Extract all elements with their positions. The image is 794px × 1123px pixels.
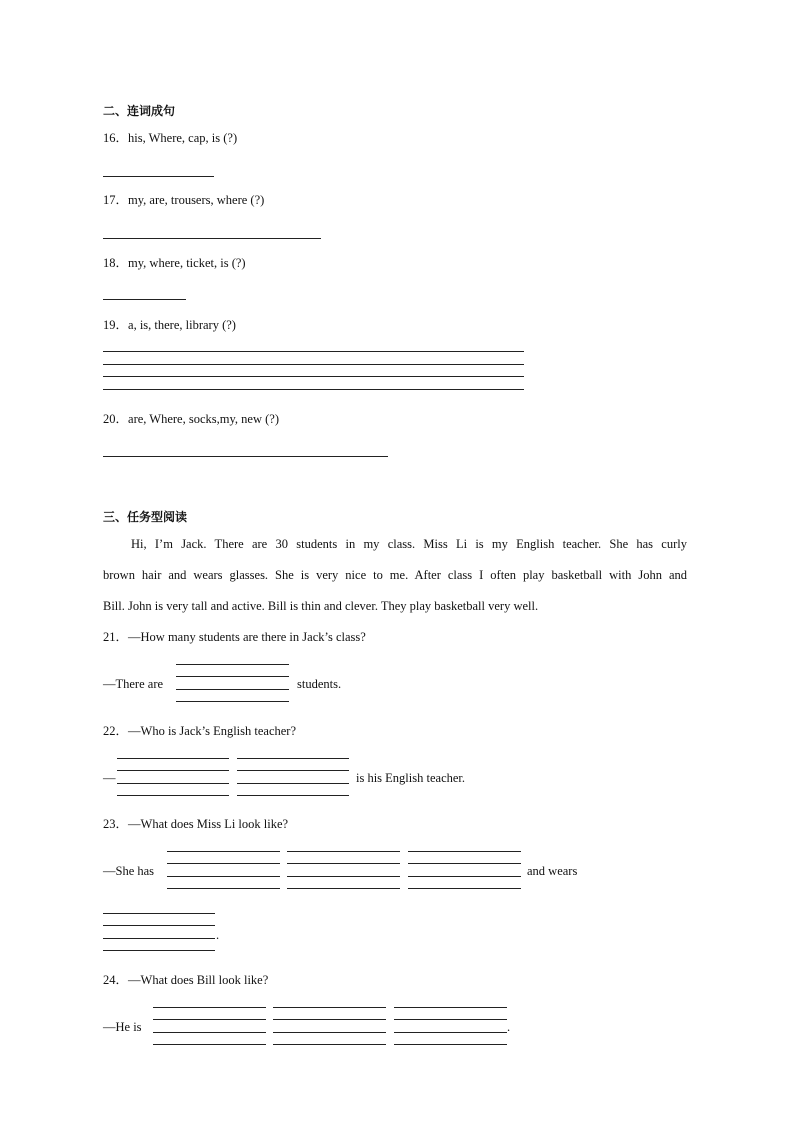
- question-words: a, is, there, library (?): [128, 318, 236, 332]
- passage-line-2: [103, 569, 687, 582]
- answer-line-18[interactable]: [103, 299, 186, 300]
- blank-24c-line-1[interactable]: [394, 1007, 507, 1008]
- blank-24b-line-4[interactable]: [273, 1044, 386, 1045]
- blank-23b-line-4[interactable]: [287, 888, 400, 889]
- blank-24a-line-3[interactable]: [153, 1032, 266, 1033]
- answer-line-20[interactable]: [103, 456, 388, 457]
- question-17: [103, 194, 264, 207]
- answer-line-19c[interactable]: [103, 376, 524, 377]
- question-number: 21．: [103, 630, 129, 644]
- blank-22a-line-4[interactable]: [117, 795, 229, 796]
- blank-24b-line-1[interactable]: [273, 1007, 386, 1008]
- blank-24c-line-2[interactable]: [394, 1019, 507, 1020]
- question-21: [103, 631, 366, 644]
- blank-23a-line-1[interactable]: [167, 851, 280, 852]
- question-words: his, Where, cap, is (?): [128, 131, 238, 145]
- blank-24a-line-2[interactable]: [153, 1019, 266, 1020]
- answer-end-24: .: [507, 1020, 511, 1034]
- answer-suffix-22: is his English teacher.: [356, 771, 466, 785]
- blank-21-line-3[interactable]: [176, 689, 289, 690]
- blank-23c-line-1[interactable]: [408, 851, 521, 852]
- question-18: [103, 257, 246, 270]
- answer-prefix-23: —She has: [103, 864, 155, 878]
- answer-line-16[interactable]: [103, 176, 214, 177]
- question-words: my, where, ticket, is (?): [128, 256, 246, 270]
- answer-prefix-24: —He is: [103, 1020, 142, 1034]
- blank-21-line-4[interactable]: [176, 701, 289, 702]
- blank-23c-line-4[interactable]: [408, 888, 521, 889]
- blank-23a-line-3[interactable]: [167, 876, 280, 877]
- answer-prefix-22: —: [103, 771, 116, 785]
- blank-23d-line-4[interactable]: [103, 950, 215, 951]
- answer-line-17[interactable]: [103, 238, 321, 239]
- blank-24b-line-2[interactable]: [273, 1019, 386, 1020]
- answer-suffix-21: students.: [297, 677, 342, 691]
- blank-23a-line-2[interactable]: [167, 863, 280, 864]
- blank-23d-line-2[interactable]: [103, 925, 215, 926]
- question-19: [103, 319, 236, 332]
- passage-text-2: brown hair and wears glasses. She is very nice to me. After class I often play basketball with John and: [103, 568, 687, 582]
- blank-23b-line-2[interactable]: [287, 863, 400, 864]
- blank-22b-line-2[interactable]: [237, 770, 349, 771]
- passage-text-3: Bill. John is very tall and active. Bill is thin and clever. They play basketball very well.: [103, 599, 539, 613]
- question-words: are, Where, socks,my, new (?): [128, 412, 279, 426]
- question-number: 20．: [103, 412, 129, 426]
- answer-line-19d[interactable]: [103, 389, 524, 390]
- passage-line-1: [131, 538, 687, 551]
- question-24: [103, 974, 268, 987]
- blank-22b-line-4[interactable]: [237, 795, 349, 796]
- question-number: 24．: [103, 973, 129, 987]
- question-number: 19．: [103, 318, 129, 332]
- blank-24c-line-3[interactable]: [394, 1032, 507, 1033]
- question-text: —Who is Jack’s English teacher?: [128, 724, 297, 738]
- question-text: —How many students are there in Jack’s class?: [128, 630, 366, 644]
- blank-24a-line-4[interactable]: [153, 1044, 266, 1045]
- question-22: [103, 725, 296, 738]
- blank-24c-line-4[interactable]: [394, 1044, 507, 1045]
- blank-22b-line-1[interactable]: [237, 758, 349, 759]
- blank-22b-line-3[interactable]: [237, 783, 349, 784]
- question-number: 22．: [103, 724, 129, 738]
- question-words: my, are, trousers, where (?): [128, 193, 265, 207]
- section-heading-word-order: 二、连词成句: [103, 104, 176, 118]
- blank-23a-line-4[interactable]: [167, 888, 280, 889]
- blank-22a-line-3[interactable]: [117, 783, 229, 784]
- answer-suffix-23: and wears: [527, 864, 578, 878]
- blank-23c-line-3[interactable]: [408, 876, 521, 877]
- question-number: 18．: [103, 256, 129, 270]
- answer-line-19a[interactable]: [103, 351, 524, 352]
- question-text: —What does Bill look like?: [128, 973, 269, 987]
- blank-22a-line-1[interactable]: [117, 758, 229, 759]
- question-23: [103, 818, 288, 831]
- answer-end-23: .: [216, 928, 220, 942]
- blank-23d-line-3[interactable]: [103, 938, 215, 939]
- answer-prefix-21: —There are: [103, 677, 164, 691]
- question-16: [103, 132, 237, 145]
- question-20: [103, 413, 279, 426]
- question-number: 16．: [103, 131, 129, 145]
- section-heading-task-reading: 三、任务型阅读: [103, 510, 188, 524]
- blank-24a-line-1[interactable]: [153, 1007, 266, 1008]
- question-text: —What does Miss Li look like?: [128, 817, 289, 831]
- passage-text-1: Hi, I’m Jack. There are 30 students in my class. Miss Li is my English teacher. She has curly: [131, 537, 687, 551]
- blank-21-line-2[interactable]: [176, 676, 289, 677]
- question-number: 17．: [103, 193, 129, 207]
- blank-23b-line-1[interactable]: [287, 851, 400, 852]
- blank-23b-line-3[interactable]: [287, 876, 400, 877]
- blank-21-line-1[interactable]: [176, 664, 289, 665]
- answer-line-19b[interactable]: [103, 364, 524, 365]
- blank-23d-line-1[interactable]: [103, 913, 215, 914]
- blank-22a-line-2[interactable]: [117, 770, 229, 771]
- blank-24b-line-3[interactable]: [273, 1032, 386, 1033]
- passage-line-3: [103, 600, 538, 613]
- question-number: 23．: [103, 817, 129, 831]
- blank-23c-line-2[interactable]: [408, 863, 521, 864]
